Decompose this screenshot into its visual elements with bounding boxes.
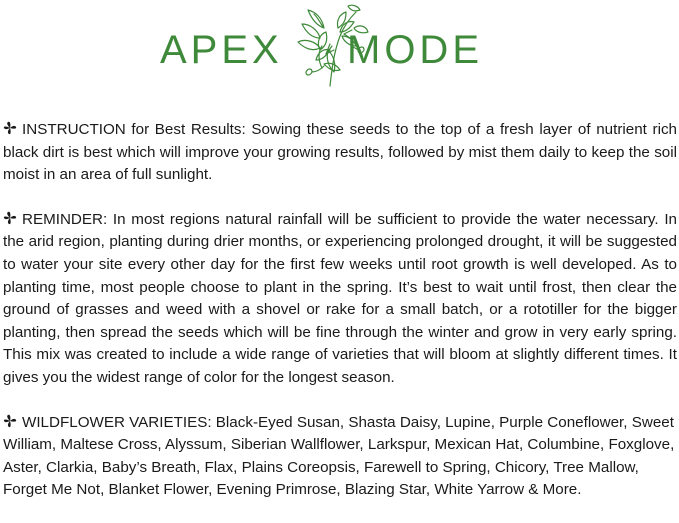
- reminder-text: REMINDER: In most regions natural rainfall will be sufficient to provide the water necessary. In the arid region, planting during drier months, or experiencing prolonged drought, it will be suggested to water your site every other day for the first few weeks until root growth is well developed. As to planting time, most people choose to plant in the spring. It’s best to wait until frost, then clear the ground of grasses and weed with a shovel or rake for a small batch, or a rototiller for the bigger planting, then spread the seeds which will be fine through the winter and grow in very early spring. This mix was created to include a wide range of varieties that will bloom at slightly different times. It gives you the widest range of color for the longest season.: [3, 210, 677, 386]
- brand-word-left: APEX: [160, 28, 283, 72]
- instruction-paragraph: [3, 119, 677, 187]
- brand-word-right: MODE: [347, 28, 483, 72]
- varieties-paragraph: [3, 412, 677, 502]
- product-description: [3, 119, 677, 502]
- instruction-text: INSTRUCTION for Best Results: Sowing these seeds to the top of a fresh layer of nutrient rich black dirt is best which will improve your growing results, followed by mist them daily to keep the soil moist in an area of full sunlight.: [3, 121, 677, 184]
- clover-bullet-icon: [3, 414, 17, 428]
- brand-header: [0, 0, 679, 92]
- reminder-paragraph: [3, 209, 677, 390]
- clover-bullet-icon: [3, 121, 17, 135]
- clover-bullet-icon: [3, 211, 17, 225]
- varieties-text: WILDFLOWER VARIETIES: Black-Eyed Susan, Shasta Daisy, Lupine, Purple Coneflower, Sweet William, Maltese Cross, Alyssum, Siberian Wallflower, Larkspur, Mexican Hat, Columbine, Foxglove, Aster, Clarkia, Baby’s Breath, Flax, Plains Coreopsis, Farewell to Spring, Chicory, Tree Mallow, Forget Me Not, Blanket Flower, Evening Primrose, Blazing Star, White Yarrow & More.: [3, 413, 675, 499]
